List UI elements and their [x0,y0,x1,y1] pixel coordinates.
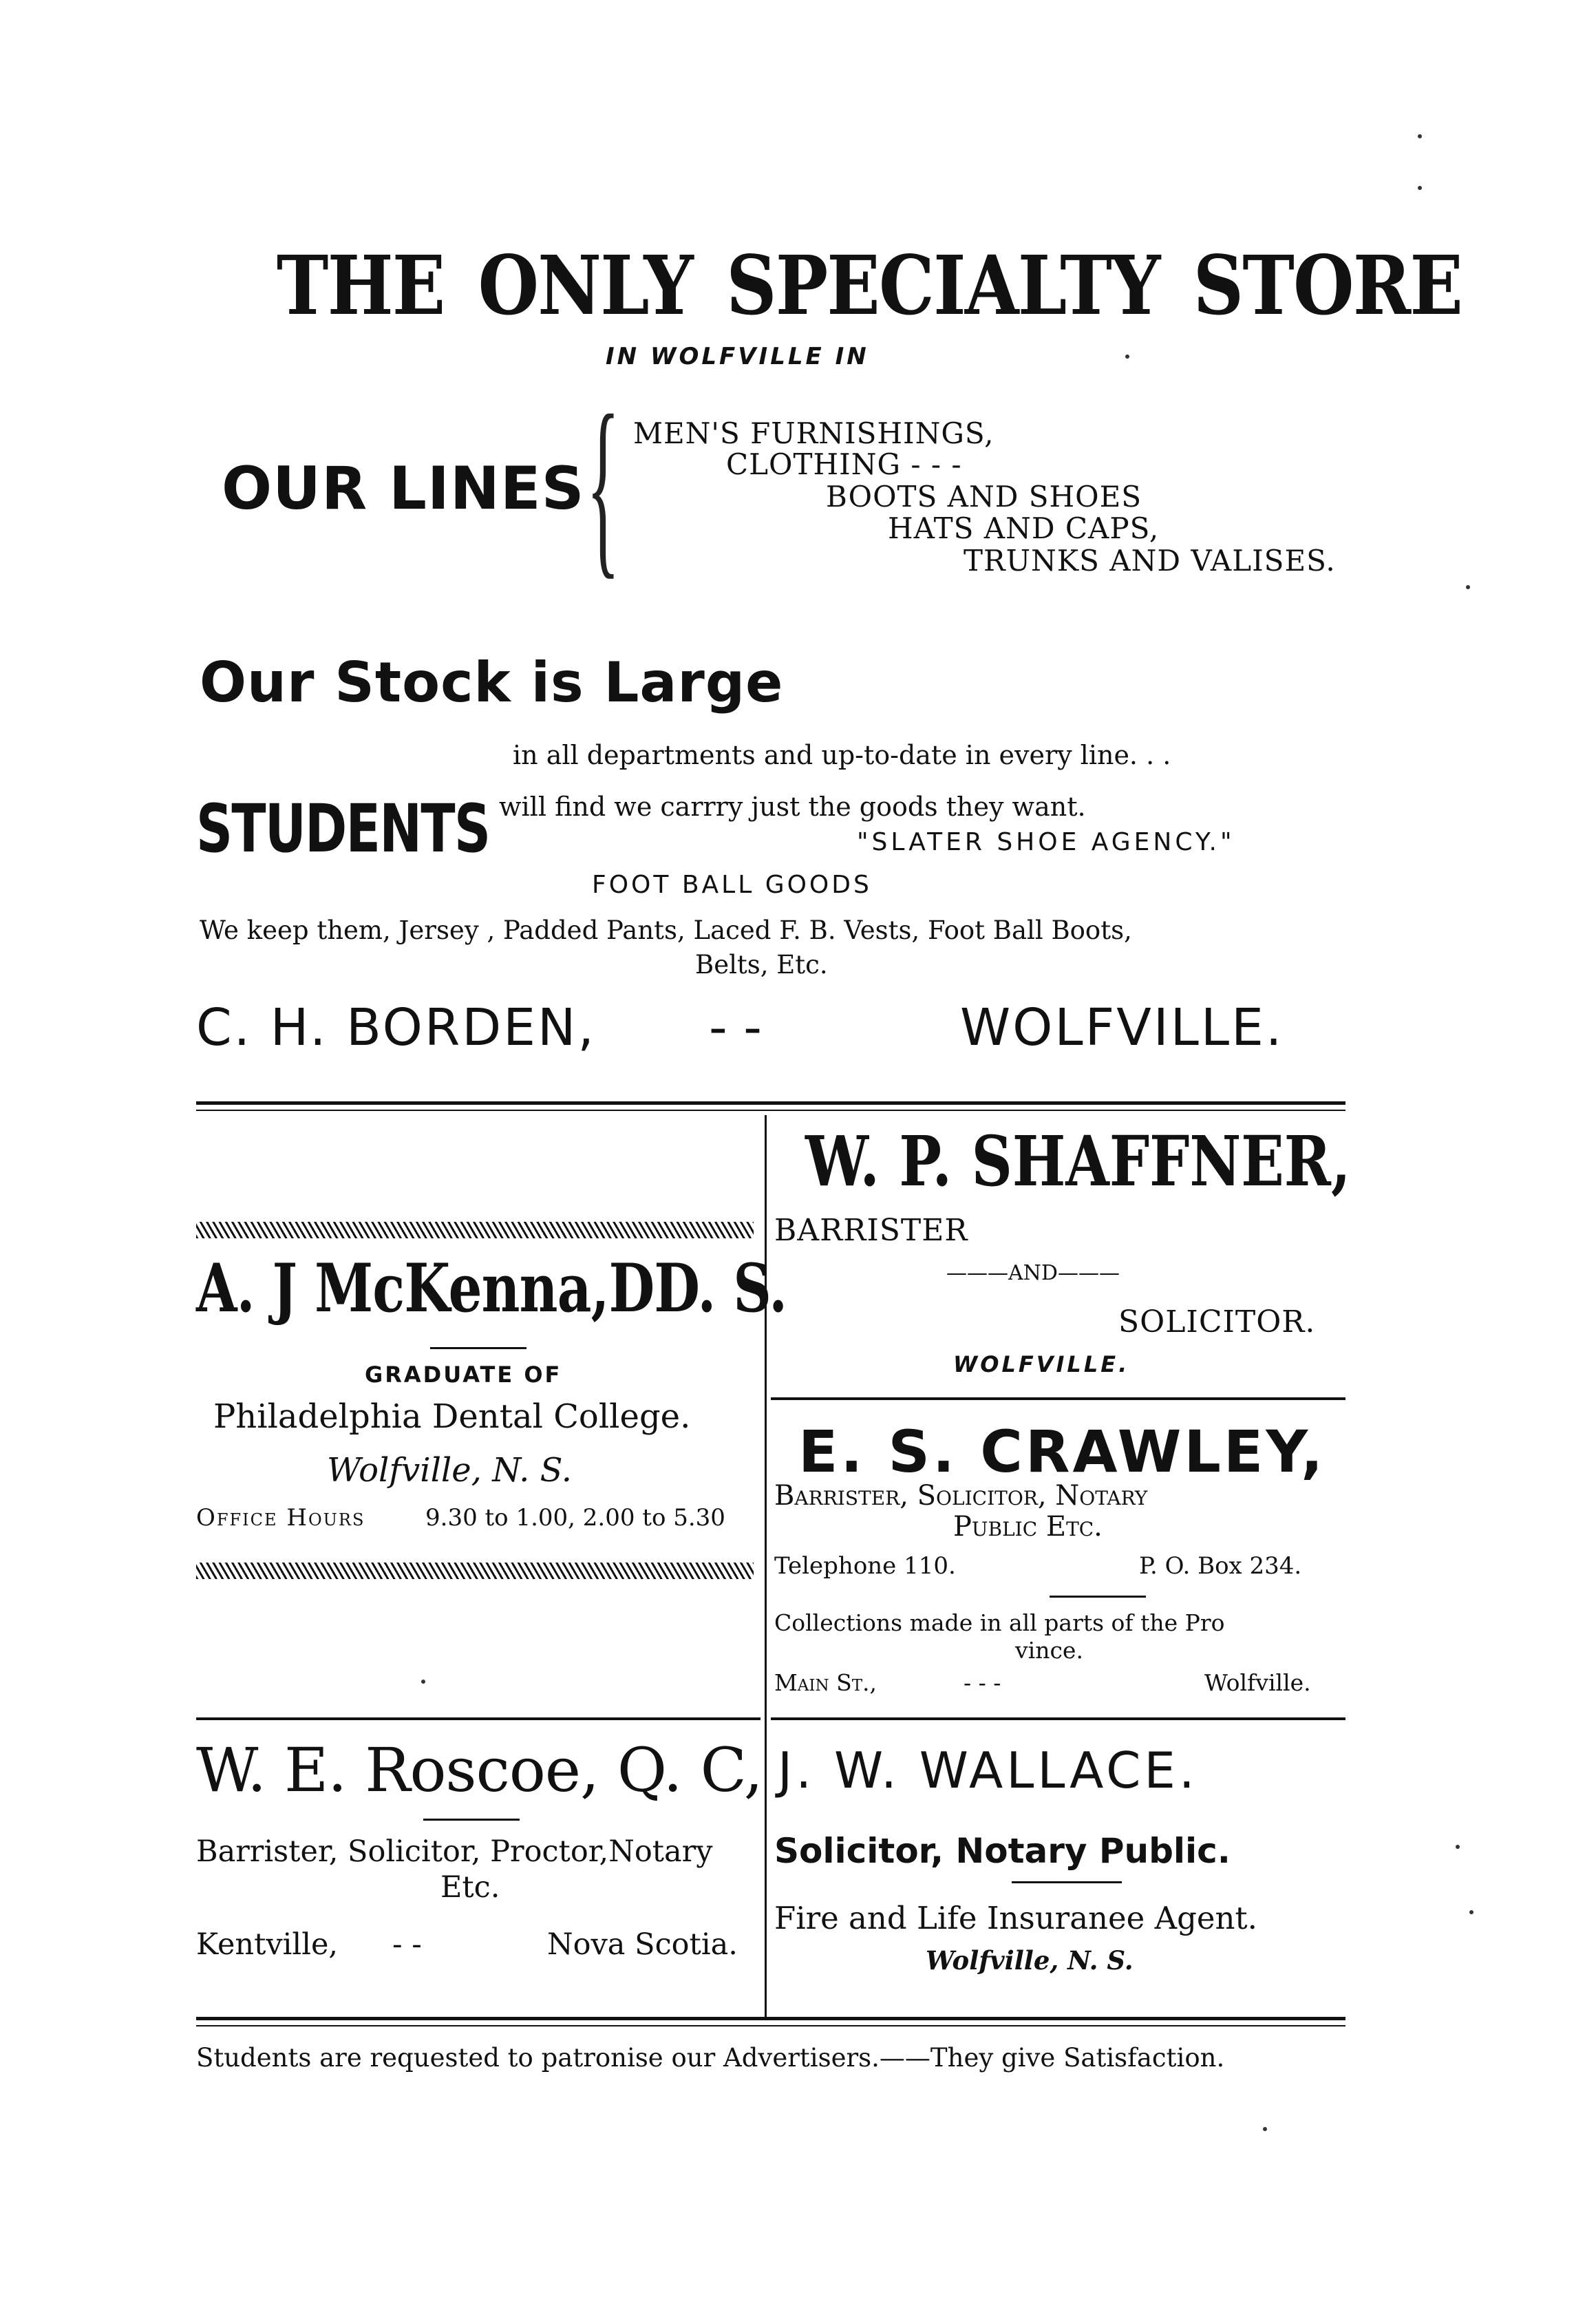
borden-town: WOLFVILLE. [960,998,1284,1057]
divider [1012,1881,1122,1883]
divider [771,1717,1345,1720]
football-title: FOOT BALL GOODS [592,871,872,899]
roscoe-titles: Barrister, Solicitor, Proctor,Notary [196,1834,713,1869]
our-lines-item: HATS AND CAPS, [888,511,1160,545]
roscoe-name: W. E. Roscoe, Q. C, [196,1735,763,1806]
headline: THE ONLY SPECIALTY STORE [276,237,1462,333]
borden-name: C. H. BORDEN, [196,998,596,1057]
our-lines-item: TRUNKS AND VALISES. [964,544,1336,578]
wallace-town: Wolfville, N. S. [926,1945,1134,1976]
college: Philadelphia Dental College. [213,1397,691,1436]
speck [1466,585,1470,589]
crawley-street: Main St., [774,1669,877,1696]
ornament-border [196,1563,754,1579]
stock-line: in all departments and up-to-date in every line. . . [513,740,1171,770]
crawley-name: E. S. CRAWLEY, [798,1418,1326,1485]
crawley-box: P. O. Box 234. [1139,1552,1302,1580]
mckenna-town: Wolfville, N. S. [327,1451,573,1490]
footer-divider [196,2017,1345,2020]
roscoe-town: Kentville, [196,1927,339,1962]
shaffner-title: SOLICITOR. [1118,1304,1316,1340]
headline-subtitle: IN WOLFVILLE IN [606,343,869,370]
speck [1125,354,1129,359]
crawley-collections: Collections made in all parts of the Pro [774,1609,1225,1636]
wallace-name: J. W. WALLACE. [778,1742,1198,1799]
shaffner-and: ———AND——— [946,1261,1120,1285]
roscoe-titles-cont: Etc. [440,1870,500,1905]
divider [771,1397,1345,1400]
roscoe-province: Nova Scotia. [547,1927,738,1962]
shaffner-name: W. P. SHAFFNER, [805,1121,1351,1202]
wallace-title: Solicitor, Notary Public. [774,1831,1231,1871]
our-lines-item: BOOTS AND SHOES [826,480,1142,514]
speck [1418,134,1422,138]
football-text-cont: Belts, Etc. [695,950,828,980]
section-divider [196,1101,1345,1105]
speck [1418,186,1422,190]
borden-dashes: - - [709,998,762,1057]
slater-agency: "SLATER SHOE AGENCY." [857,828,1235,856]
divider [196,1717,760,1720]
stock-title: Our Stock is Large [200,650,784,714]
crawley-phone: Telephone 110. [774,1552,956,1580]
section-divider [196,1110,1345,1111]
students-word: STUDENTS [196,790,490,868]
divider [430,1347,526,1349]
roscoe-dashes: - - [392,1927,422,1962]
crawley-street-dashes: - - - [964,1669,1001,1696]
our-lines-item: MEN'S FURNISHINGS, [633,416,994,450]
speck [421,1680,425,1684]
students-text: will find we carrry just the goods they want. [499,792,1086,822]
speck [1263,2127,1267,2131]
graduate-of: GRADUATE OF [365,1362,562,1388]
crawley-titles: Barrister, Solicitor, Notary [774,1480,1148,1512]
crawley-titles-cont: Public Etc. [953,1511,1103,1543]
divider [423,1819,520,1821]
speck [1456,1845,1460,1849]
wallace-agent: Fire and Life Insuranee Agent. [774,1900,1257,1936]
our-lines-item: CLOTHING - - - [726,447,962,481]
football-text: We keep them, Jersey , Padded Pants, Laced F. B. Vests, Foot Ball Boots, [200,915,1132,945]
footer-note: Students are requested to patronise our Advertisers.——They give Satisfaction. [196,2043,1225,2073]
divider [1050,1596,1146,1598]
crawley-town: Wolfville. [1204,1669,1311,1696]
speck [1469,1910,1473,1914]
mckenna-name: A. J McKenna,DD. S. [196,1249,787,1327]
crawley-collections-cont: vince. [1015,1637,1083,1664]
our-lines-label: OUR LINES [222,454,585,523]
footer-divider [196,2025,1345,2026]
ornament-border [196,1222,754,1238]
shaffner-town: WOLFVILLE. [953,1351,1130,1377]
office-hours: 9.30 to 1.00, 2.00 to 5.30 [425,1504,725,1532]
shaffner-title: BARRISTER [774,1213,968,1248]
office-hours-label: Office Hours [196,1504,365,1532]
our-lines-brace: { [586,374,620,595]
